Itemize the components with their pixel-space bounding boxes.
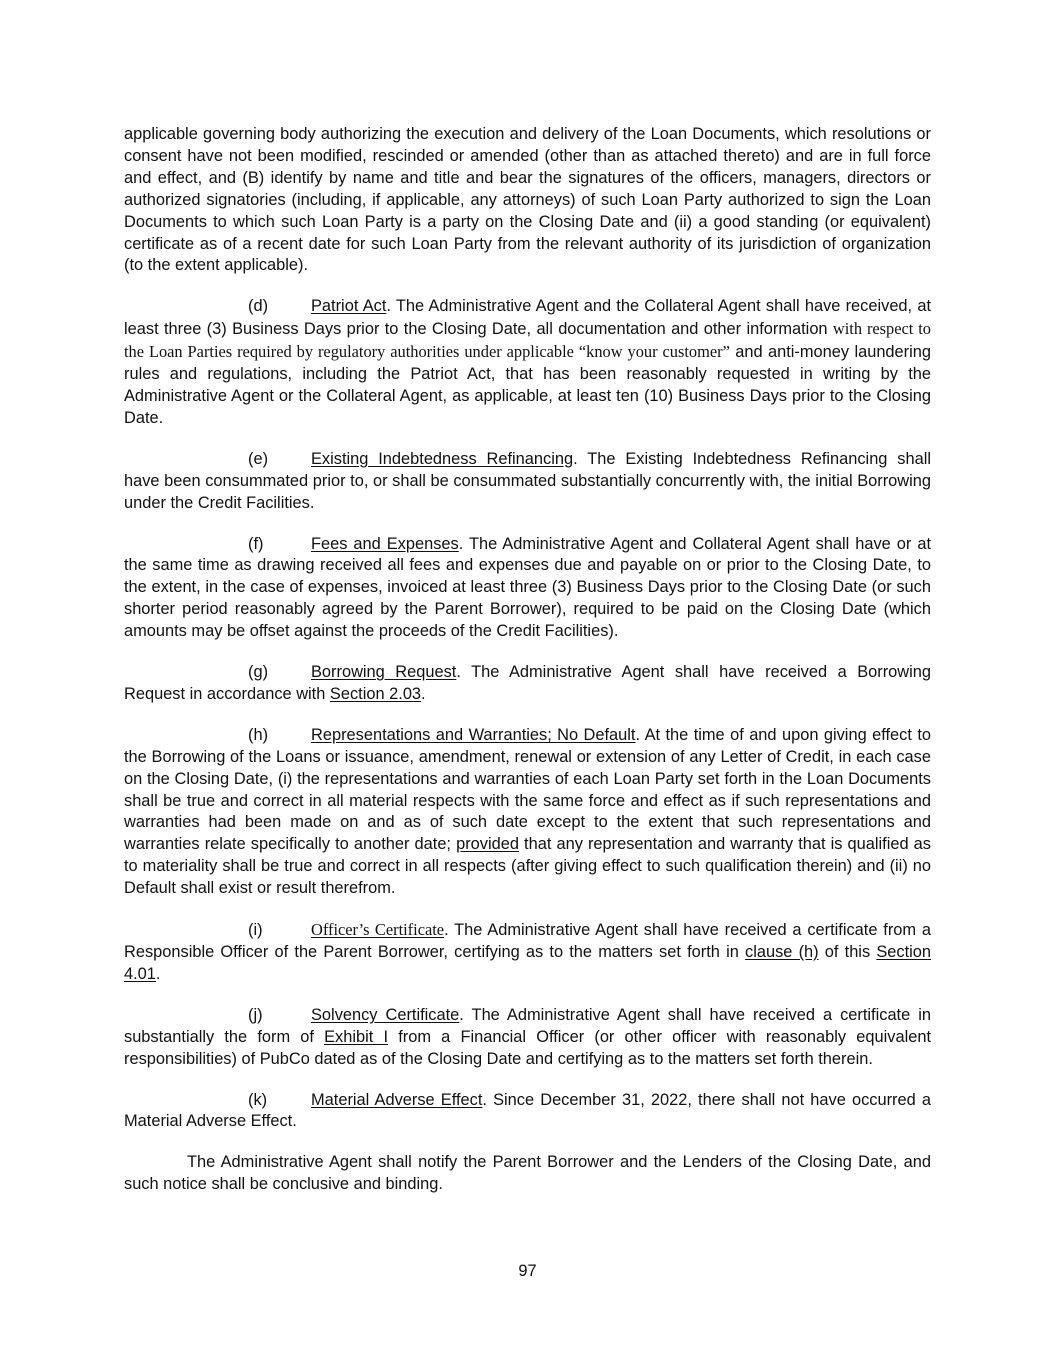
section-reference: Section 4.01 [124,943,931,983]
exhibit-reference: Exhibit I [324,1027,389,1046]
section-h-representations [124,725,931,900]
clause-text: . The Administrative Agent and Collateral Agent shall have or at the same time as drawing received all fees and expenses due and payable on or prior to the Closing Date, to the extent, in the case of expenses, invoiced at least three (3) Business Days prior to the Closing Date (or such shorter period reasonably agreed by the Parent Borrower), required to be paid on the Closing Date (which amounts may be offset against the proceeds of the Credit Facilities). [124,534,932,641]
section-f-fees-expenses [124,534,931,644]
clause-text: and anti-money laundering rules and regulations, including the Patriot Act, that has been reasonably requested in writing by the Administrative Agent or the Collateral Agent, as applicable, at least ten (10) Business Days prior to the Closing Date. [124,343,931,427]
clause-text: of this [818,943,877,961]
section-i-officers-certificate [124,919,931,986]
clause-label: (g) [248,663,269,682]
clause-label: (k) [248,1090,268,1109]
clause-label: (f) [248,534,264,553]
clause-title: Representations and Warranties; No Default [311,725,636,744]
clause-label: (h) [248,725,269,744]
clause-text: . [155,964,161,983]
section-reference: Section 2.03 [329,684,422,703]
clause-text: . At the time of and upon giving effect to the Borrowing of the Loans or issuance, amendment, renewal or extension of any Letter of Credit, in each case on the Closing Date, (i) the representations and warranties of each Loan Party set forth in the Loan Documents shall be true and correct in all material respects with the same force and effect as if such representations and warranties had been made on and as of such date except to the extent that such representations and warranties relate specifically to another date; [124,725,932,854]
page-number: 97 [518,1262,537,1280]
section-j-solvency-certificate [124,1005,931,1071]
section-e-existing-indebtedness [124,449,931,515]
clause-label: (j) [248,1005,263,1024]
clause-text: . The Existing Indebtedness Refinancing shall have been consummated prior to, or shall be consummated substantially concurrently with, the initial Borrowing under the Credit Facilities. [124,449,931,512]
clause-label: (d) [248,297,269,316]
clause-text: . The Administrative Agent shall have received a certificate in substantially the form of [124,1005,931,1046]
clause-title: Patriot Act [311,297,387,316]
clause-text: . The Administrative Agent shall have received a Borrowing Request in accordance with [124,663,931,703]
clause-text: . [421,684,426,703]
clause-title: Fees and Expenses [311,534,459,553]
clause-text: that any representation and warranty that is qualified as to materiality shall be true and correct in all respects (after giving effect to such qualification therein) and (ii) no Default shall exist or result therefrom. [124,835,931,898]
paragraph-continuation: applicable governing body authorizing the execution and delivery of the Loan Documents, which resolutions or consent have not been modified, rescinded or amended (other than as attached thereto) and are in full force and effect, and (B) identify by name and title and bear the signatures of the officers, managers, directors or authorized signatories (including, if applicable, any attorneys) of such Loan Party authorized to sign the Loan Documents to which such Loan Party is a party on the Closing Date and (ii) a good standing (or equivalent) certificate as of a recent date for such Loan Party from the relevant authority of its jurisdiction of organization (to the extent applicable). [124,125,931,275]
clause-title: Officer’s Certificate [311,920,445,940]
clause-label: (e) [248,449,269,468]
clause-text: . Since December 31, 2022, there shall not have occurred a Material Adverse Effect. [124,1090,931,1131]
proviso-term: provided [456,835,519,854]
clause-label: (i) [248,921,263,940]
clause-text-serif: with respect to the Loan Parties required by regulatory authorities under applicable “know your customer” [124,319,931,362]
section-k-material-adverse-effect [124,1090,931,1134]
closing-paragraph: The Administrative Agent shall notify the Parent Borrower and the Lenders of the Closing Date, and such notice shall be conclusive and binding. [124,1153,931,1194]
clause-text: . The Administrative Agent shall have received a certificate from a Responsible Officer of the Parent Borrower, certifying as to the matters set forth in [124,921,931,961]
section-d-patriot-act [124,296,931,429]
document-page [124,124,931,1215]
clause-reference: clause (h) [745,943,819,961]
clause-title: Existing Indebtedness Refinancing [311,449,574,468]
clause-title: Solvency Certificate [311,1005,460,1024]
clause-text: from a Financial Officer (or other officer with reasonably equivalent responsibilities) of PubCo dated as of the Closing Date and certifying as to the matters set forth therein. [124,1027,931,1068]
clause-title: Borrowing Request [311,663,457,682]
clause-text: . The Administrative Agent and the Collateral Agent shall have received, at least three (3) Business Days prior to the Closing Date, all documentation and other information [124,297,931,339]
section-g-borrowing-request [124,662,931,706]
clause-title: Material Adverse Effect [311,1090,483,1109]
